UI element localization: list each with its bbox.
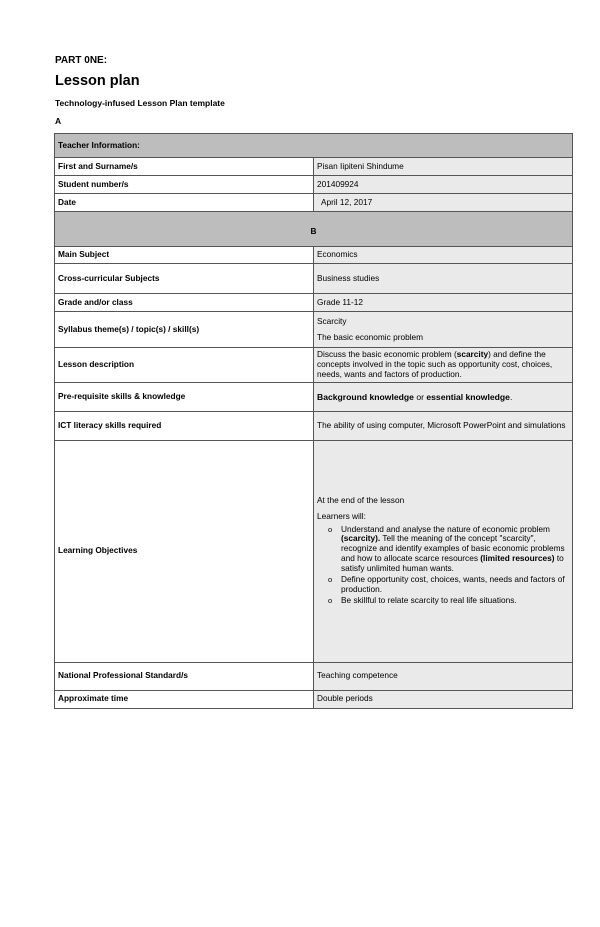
date-value: April 12, 2017 [314,194,573,212]
main-subject-value: Economics [314,247,573,264]
objective-item: o Define opportunity cost, choices, wants, needs and factors of production. [341,575,569,595]
description-text-pre: Discuss the basic economic problem ( [317,349,457,359]
standards-row [55,662,573,690]
date-label: Date [55,194,314,212]
objective1-pre: Understand and analyse the nature of economic problem [341,523,550,534]
prereq-row [55,382,573,411]
student-number-row [55,176,573,194]
objective1-post: to satisfy unlimited human wants. [341,553,564,574]
syllabus-line2: The basic economic problem [317,331,424,342]
prereq-bold2: essential knowledge [426,391,510,402]
objectives-row [55,440,573,662]
time-label: Approximate time [55,690,314,708]
objective1-bold2: (limited resources) [480,553,555,564]
objectives-label: Learning Objectives [55,440,314,662]
grade-value: Grade 11-12 [314,294,573,312]
date-row [55,194,573,212]
objectives-learners: Learners will: [317,510,366,521]
part-label: PART 0NE: [55,55,108,66]
time-value: Double periods [314,690,573,708]
description-label: Lesson description [55,348,314,383]
syllabus-label: Syllabus theme(s) / topic(s) / skill(s) [55,312,314,348]
objectives-list [317,525,569,607]
page-title: Lesson plan [55,73,140,89]
names-value: Pisan Iipiteni Shindume [314,158,573,176]
description-value [314,348,573,383]
student-number-label: Student number/s [55,176,314,194]
prereq-end: . [509,391,513,402]
teacher-info-header: Teacher Information: [55,134,573,158]
section-a-label: A [55,116,62,126]
objective1-mid: Tell the meaning of the concept "scarcity", recognize and identify examples of basic economic problems and how to allocate scarce resources [341,533,565,564]
syllabus-row [55,312,573,348]
section-b-row [55,212,573,247]
prereq-mid: or [413,391,427,402]
grade-label: Grade and/or class [55,294,314,312]
ict-row [55,411,573,440]
prereq-bold1: Background knowledge [317,391,414,402]
cross-curricular-label: Cross-curricular Subjects [55,264,314,294]
names-label: First and Surname/s [55,158,314,176]
syllabus-value [314,312,573,348]
cross-curricular-value: Business studies [314,264,573,294]
standards-value: Teaching competence [314,662,573,690]
objective-item: o Be skillful to relate scarcity to real life situations. [341,596,569,606]
cross-curricular-row [55,264,573,294]
objective-item [341,525,569,575]
ict-value: The ability of using computer, Microsoft PowerPoint and simulations [314,411,573,440]
student-number-value: 201409924 [314,176,573,194]
standards-label: National Professional Standard/s [55,662,314,690]
description-row [55,348,573,383]
objective1-bold1: (scarcity). [341,533,381,544]
syllabus-line1: Scarcity [317,315,347,326]
names-row [55,158,573,176]
objectives-value [314,440,573,662]
description-text-bold: scarcity [456,349,489,359]
ict-label: ICT literacy skills required [55,411,314,440]
main-subject-row [55,247,573,264]
grade-row [55,294,573,312]
prereq-value [314,382,573,411]
objectives-intro: At the end of the lesson [317,494,405,505]
description-text-post: ) and define the concepts involved in the topic such as opportunity cost, choices, needs, wants and factors of production. [317,349,553,379]
time-row [55,690,573,708]
template-subtitle: Technology-infused Lesson Plan template [55,98,225,108]
prereq-label: Pre-requisite skills & knowledge [55,382,314,411]
section-b-label: B [55,212,573,247]
main-subject-label: Main Subject [55,247,314,264]
lesson-plan-table [54,133,573,709]
teacher-info-header-row [55,134,573,158]
